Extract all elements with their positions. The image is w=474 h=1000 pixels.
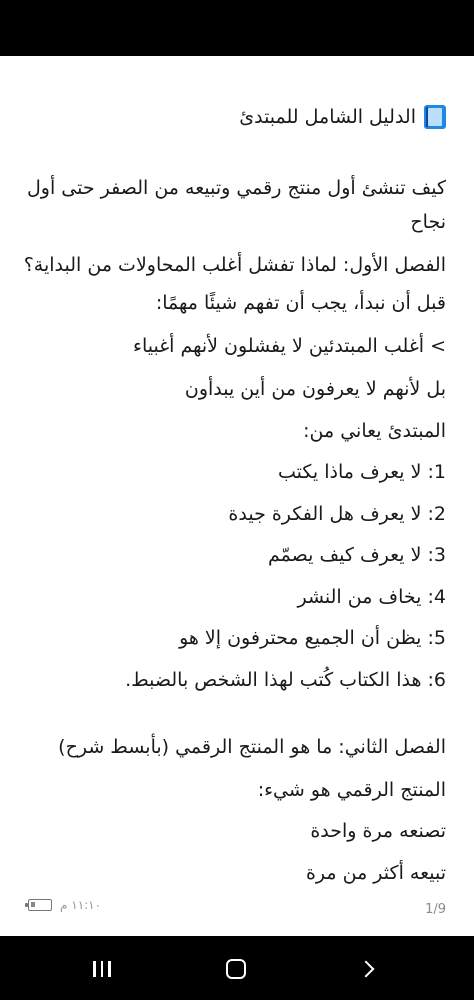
list-item: 2: لا يعرف هل الفكرة جيدة bbox=[228, 503, 446, 525]
page-indicator: 1/9 bbox=[425, 902, 446, 917]
list-item: 5: يظن أن الجميع محترفون إلا هو bbox=[179, 627, 446, 649]
home-icon bbox=[226, 959, 246, 979]
document-title-row bbox=[22, 100, 446, 134]
footer-status bbox=[28, 898, 101, 912]
recents-icon bbox=[93, 961, 111, 977]
back-button[interactable] bbox=[348, 954, 388, 984]
text-line: تصنعه مرة واحدة bbox=[310, 820, 446, 842]
back-icon bbox=[358, 961, 375, 978]
blue-book-icon bbox=[424, 105, 446, 129]
list-item: 4: يخاف من النشر bbox=[297, 586, 446, 608]
text-line: المنتج الرقمي هو شيء: bbox=[257, 779, 446, 801]
text-line: تبيعه أكثر من مرة bbox=[305, 862, 446, 884]
status-bar bbox=[0, 0, 474, 56]
list-item: 3: لا يعرف كيف يصمّم bbox=[268, 544, 446, 566]
chapter-two-heading: الفصل الثاني: ما هو المنتج الرقمي (بأبسط شرح) bbox=[58, 736, 446, 758]
document-page[interactable] bbox=[0, 56, 474, 936]
battery-icon bbox=[28, 899, 52, 911]
chapter-one-heading: الفصل الأول: لماذا تفشل أغلب المحاولات من البداية؟ bbox=[23, 254, 446, 276]
navigation-bar bbox=[0, 936, 474, 1000]
list-item: 6: هذا الكتاب كُتب لهذا الشخص بالضبط. bbox=[125, 669, 446, 691]
list-item: 1: لا يعرف ماذا يكتب bbox=[278, 461, 446, 483]
quote-line: > أغلب المبتدئين لا يفشلون لأنهم أغبياء bbox=[133, 335, 446, 357]
footer-time: ١١:١٠ م bbox=[60, 898, 102, 912]
document-title: الدليل الشامل للمبتدئ bbox=[239, 106, 416, 128]
home-button[interactable] bbox=[216, 954, 256, 984]
text-line: بل لأنهم لا يعرفون من أين يبدأون bbox=[184, 378, 446, 400]
intro-paragraph: كيف تنشئ أول منتج رقمي وتبيعه من الصفر حتى أول نجاح bbox=[27, 177, 446, 233]
recents-button[interactable] bbox=[82, 954, 122, 984]
text-line: قبل أن نبدأ، يجب أن تفهم شيئًا مهمًا: bbox=[155, 292, 446, 314]
text-line: المبتدئ يعاني من: bbox=[303, 420, 446, 442]
